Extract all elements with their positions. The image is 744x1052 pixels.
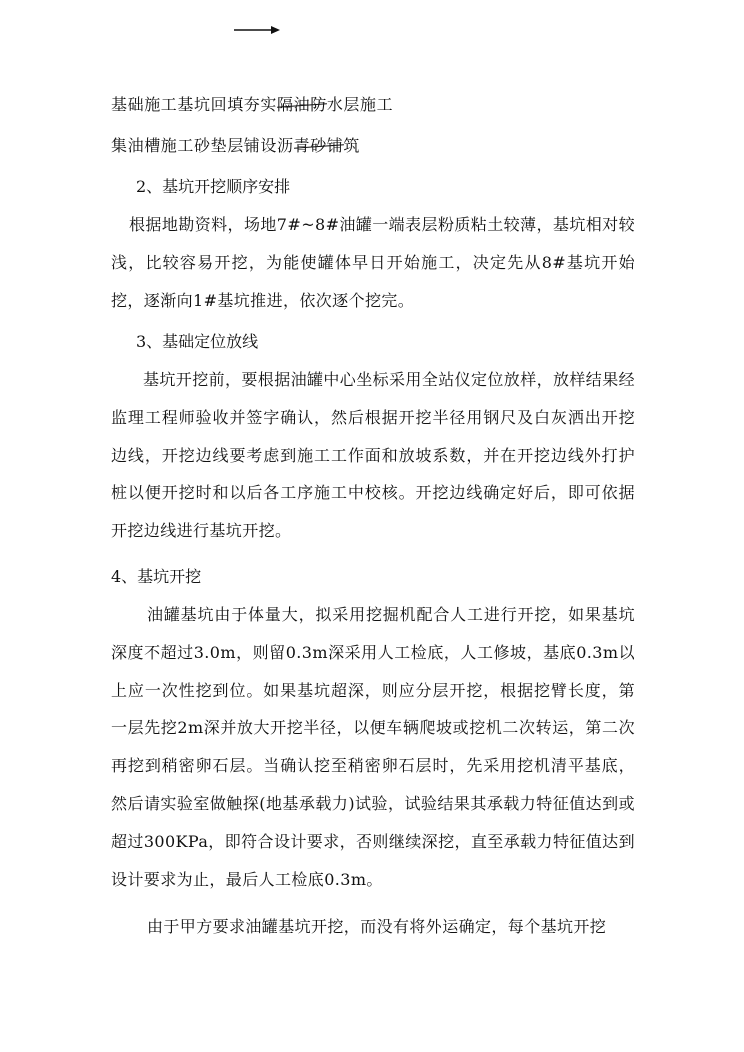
paragraph-excavation-sequence: 根据地勘资料，场地7#~8#油罐一端表层粉质粘土较薄，基坑相对较浅，比较容易开挖，为能使罐体早日开始施工，决定先从8#基坑开始挖，逐渐向1#基坑推进，依次逐个挖完。 xyxy=(111,215,635,310)
struck-text: 青砂铺 xyxy=(293,136,344,155)
right-arrow-icon xyxy=(234,22,280,38)
paragraph-continuation: 由于甲方要求油罐基坑开挖，而没有将外运确定，每个基坑开挖 xyxy=(147,917,607,936)
section-heading-3: 3、基础定位放线 xyxy=(136,332,259,351)
paragraph-positioning: 基坑开挖前，要根据油罐中心坐标采用全站仪定位放样，放样结果经监理工程师验收并签字确认，然后根据开挖半径用钢尺及白灰洒出开挖边线，开挖边线要考虑到施工工作面和放坡系数，并在开挖边线外打护桩以便开挖时和以后各工序施工中校核。开挖边线确定好后，即可依据开挖边线进行基坑开挖。 xyxy=(111,370,636,541)
flow-step-2-text: 集油槽施工砂垫层铺设沥 xyxy=(111,136,294,155)
flow-step-line-1 xyxy=(111,95,393,115)
flow-step-1-tail: 水层施工 xyxy=(326,95,394,114)
struck-text: 隔油防 xyxy=(277,95,327,114)
flow-step-1-text: 基础施工基坑回填夯实 xyxy=(111,95,278,114)
paragraph-excavation: 油罐基坑由于体量大，拟采用挖掘机配合人工进行开挖，如果基坑深度不超过3.0m，则留0.3m深采用人工检底，人工修坡，基底0.3m以上应一次性挖到位。如果基坑超深，则应分层开挖，根据挖臂长度，第一层先挖2m深并放大开挖半径，以便车辆爬坡或挖机二次转运，第二次再挖到稍密卵石层。当确认挖至稍密卵石层时，先采用挖机清平基底，然后请实验室做触探(地基承载力)试验，试验结果其承载力特征值达到或超过300KPa，即符合设计要求，否则继续深挖，直至承载力特征值达到设计要求为止，最后人工检底0.3m。 xyxy=(111,605,635,889)
flow-step-2-tail: 筑 xyxy=(343,136,361,155)
section-heading-4: 4、基坑开挖 xyxy=(111,567,202,586)
flow-step-line-2 xyxy=(111,136,360,156)
section-heading-2: 2、基坑开挖顺序安排 xyxy=(136,177,291,196)
